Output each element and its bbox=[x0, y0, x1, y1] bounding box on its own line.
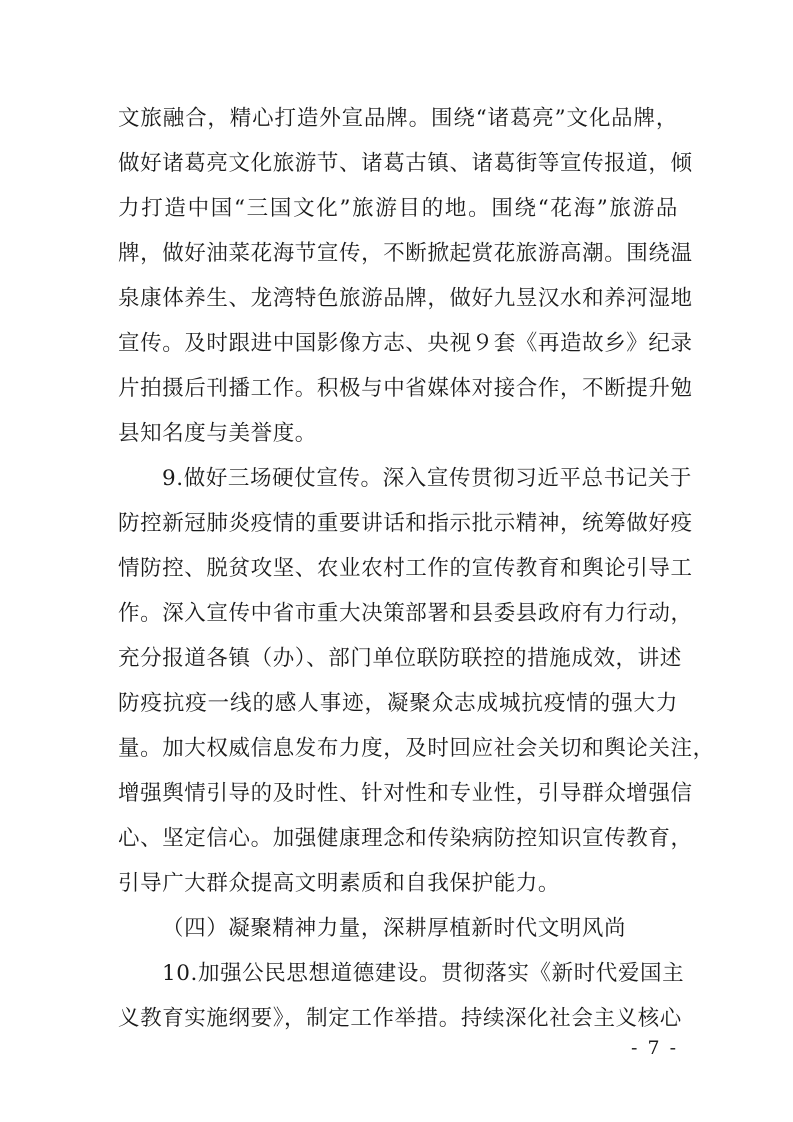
paragraph-line: 县知名度与美誉度。 bbox=[118, 421, 317, 446]
page-number: - 7 - bbox=[630, 1037, 678, 1059]
paragraph-line: 宣传。及时跟进中国影像方志、央视９套《再造故乡》纪录 bbox=[118, 331, 693, 356]
paragraph-line: 防控新冠肺炎疫情的重要讲话和指示批示精神，统筹做好疫 bbox=[118, 511, 693, 536]
section-heading: （四）凝聚精神力量，深耕厚植新时代文明风尚 bbox=[162, 916, 627, 941]
paragraph-line: 义教育实施纲要》，制定工作举措。持续深化社会主义核心 bbox=[118, 1006, 682, 1031]
paragraph-line: 泉康体养生、龙湾特色旅游品牌，做好九昱汉水和养河湿地 bbox=[118, 286, 693, 311]
paragraph-line: 防疫抗疫一线的感人事迹，凝聚众志成城抗疫情的强大力 bbox=[118, 691, 678, 716]
paragraph-line: 牌，做好油菜花海节宣传，不断掀起赏花旅游高潮。围绕温 bbox=[118, 241, 693, 266]
paragraph-line: 充分报道各镇（办）、部门单位联防联控的措施成效，讲述 bbox=[118, 646, 682, 671]
paragraph-first-line: 9.做好三场硬仗宣传。深入宣传贯彻习近平总书记关于 bbox=[162, 466, 693, 491]
paragraph-line: 力打造中国“三国文化”旅游目的地。围绕“花海”旅游品 bbox=[118, 196, 678, 221]
paragraph-line: 增强舆情引导的及时性、针对性和专业性，引导群众增强信 bbox=[118, 781, 693, 806]
paragraph-line: 心、坚定信心。加强健康理念和传染病防控知识宣传教育， bbox=[118, 826, 693, 851]
paragraph-line: 情防控、脱贫攻坚、农业农村工作的宣传教育和舆论引导工 bbox=[118, 556, 693, 581]
paragraph-line: 作。深入宣传中省市重大决策部署和县委县政府有力行动， bbox=[118, 601, 693, 626]
paragraph-line: 文旅融合，精心打造外宣品牌。围绕“诸葛亮”文化品牌， bbox=[118, 106, 678, 131]
paragraph-line: 量。加大权威信息发布力度，及时回应社会关切和舆论关注， bbox=[118, 736, 715, 761]
paragraph-line: 片拍摄后刊播工作。积极与中省媒体对接合作，不断提升勉 bbox=[118, 376, 693, 401]
paragraph-line: 做好诸葛亮文化旅游节、诸葛古镇、诸葛街等宣传报道，倾 bbox=[118, 151, 693, 176]
paragraph-line: 引导广大群众提高文明素质和自我保护能力。 bbox=[118, 871, 561, 896]
paragraph-first-line: 10.加强公民思想道德建设。贯彻落实《新时代爱国主 bbox=[162, 961, 685, 986]
